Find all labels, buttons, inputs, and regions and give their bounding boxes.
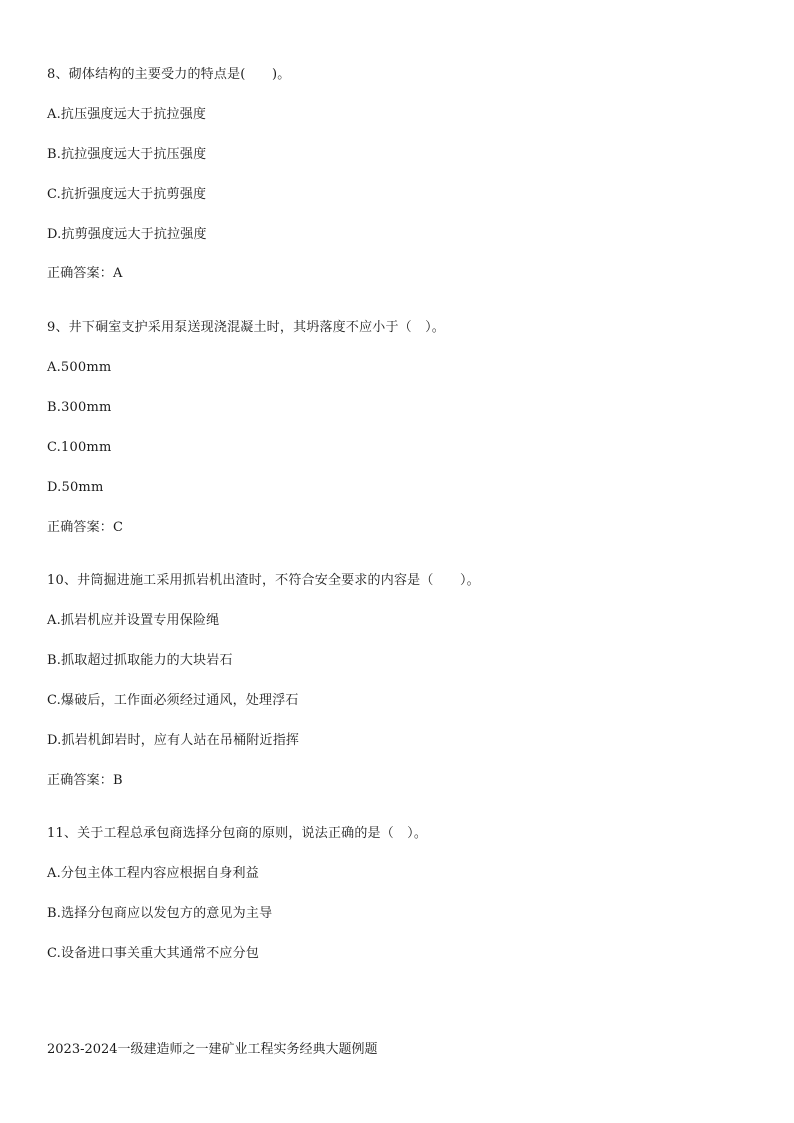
document-footer-title: 2023-2024一级建造师之一建矿业工程实务经典大题例题	[47, 1042, 378, 1057]
question-9-option-a: A.500mm	[47, 360, 112, 375]
question-9-option-c: C.100mm	[47, 440, 112, 455]
question-10-stem: 10、井筒掘进施工采用抓岩机出渣时，不符合安全要求的内容是（ ）。	[47, 573, 480, 588]
question-10-option-c: C.爆破后，工作面必须经过通风，处理浮石	[47, 693, 299, 708]
question-11-option-a: A.分包主体工程内容应根据自身利益	[47, 866, 259, 881]
question-11-stem: 11、关于工程总承包商选择分包商的原则，说法正确的是（ ）。	[47, 826, 428, 841]
question-9-stem: 9、井下硐室支护采用泵送现浇混凝土时，其坍落度不应小于（ ）。	[47, 320, 445, 335]
question-10-answer: 正确答案：B	[47, 773, 123, 788]
question-11-option-b: B.选择分包商应以发包方的意见为主导	[47, 906, 273, 921]
question-8-stem: 8、砌体结构的主要受力的特点是( )。	[47, 67, 291, 82]
question-10-option-a: A.抓岩机应并设置专用保险绳	[47, 613, 220, 628]
question-8-option-d: D.抗剪强度远大于抗拉强度	[47, 227, 207, 242]
question-10-option-b: B.抓取超过抓取能力的大块岩石	[47, 653, 233, 668]
question-8-option-a: A.抗压强度远大于抗拉强度	[47, 107, 207, 122]
question-8-option-c: C.抗折强度远大于抗剪强度	[47, 187, 207, 202]
question-10-option-d: D.抓岩机卸岩时，应有人站在吊桶附近指挥	[47, 733, 300, 748]
question-9-option-b: B.300mm	[47, 400, 112, 415]
question-11-option-c: C.设备进口事关重大其通常不应分包	[47, 946, 260, 961]
question-8-option-b: B.抗拉强度远大于抗压强度	[47, 147, 207, 162]
question-9-answer: 正确答案：C	[47, 520, 124, 535]
question-9-option-d: D.50mm	[47, 480, 104, 495]
question-8-answer: 正确答案：A	[47, 266, 123, 281]
